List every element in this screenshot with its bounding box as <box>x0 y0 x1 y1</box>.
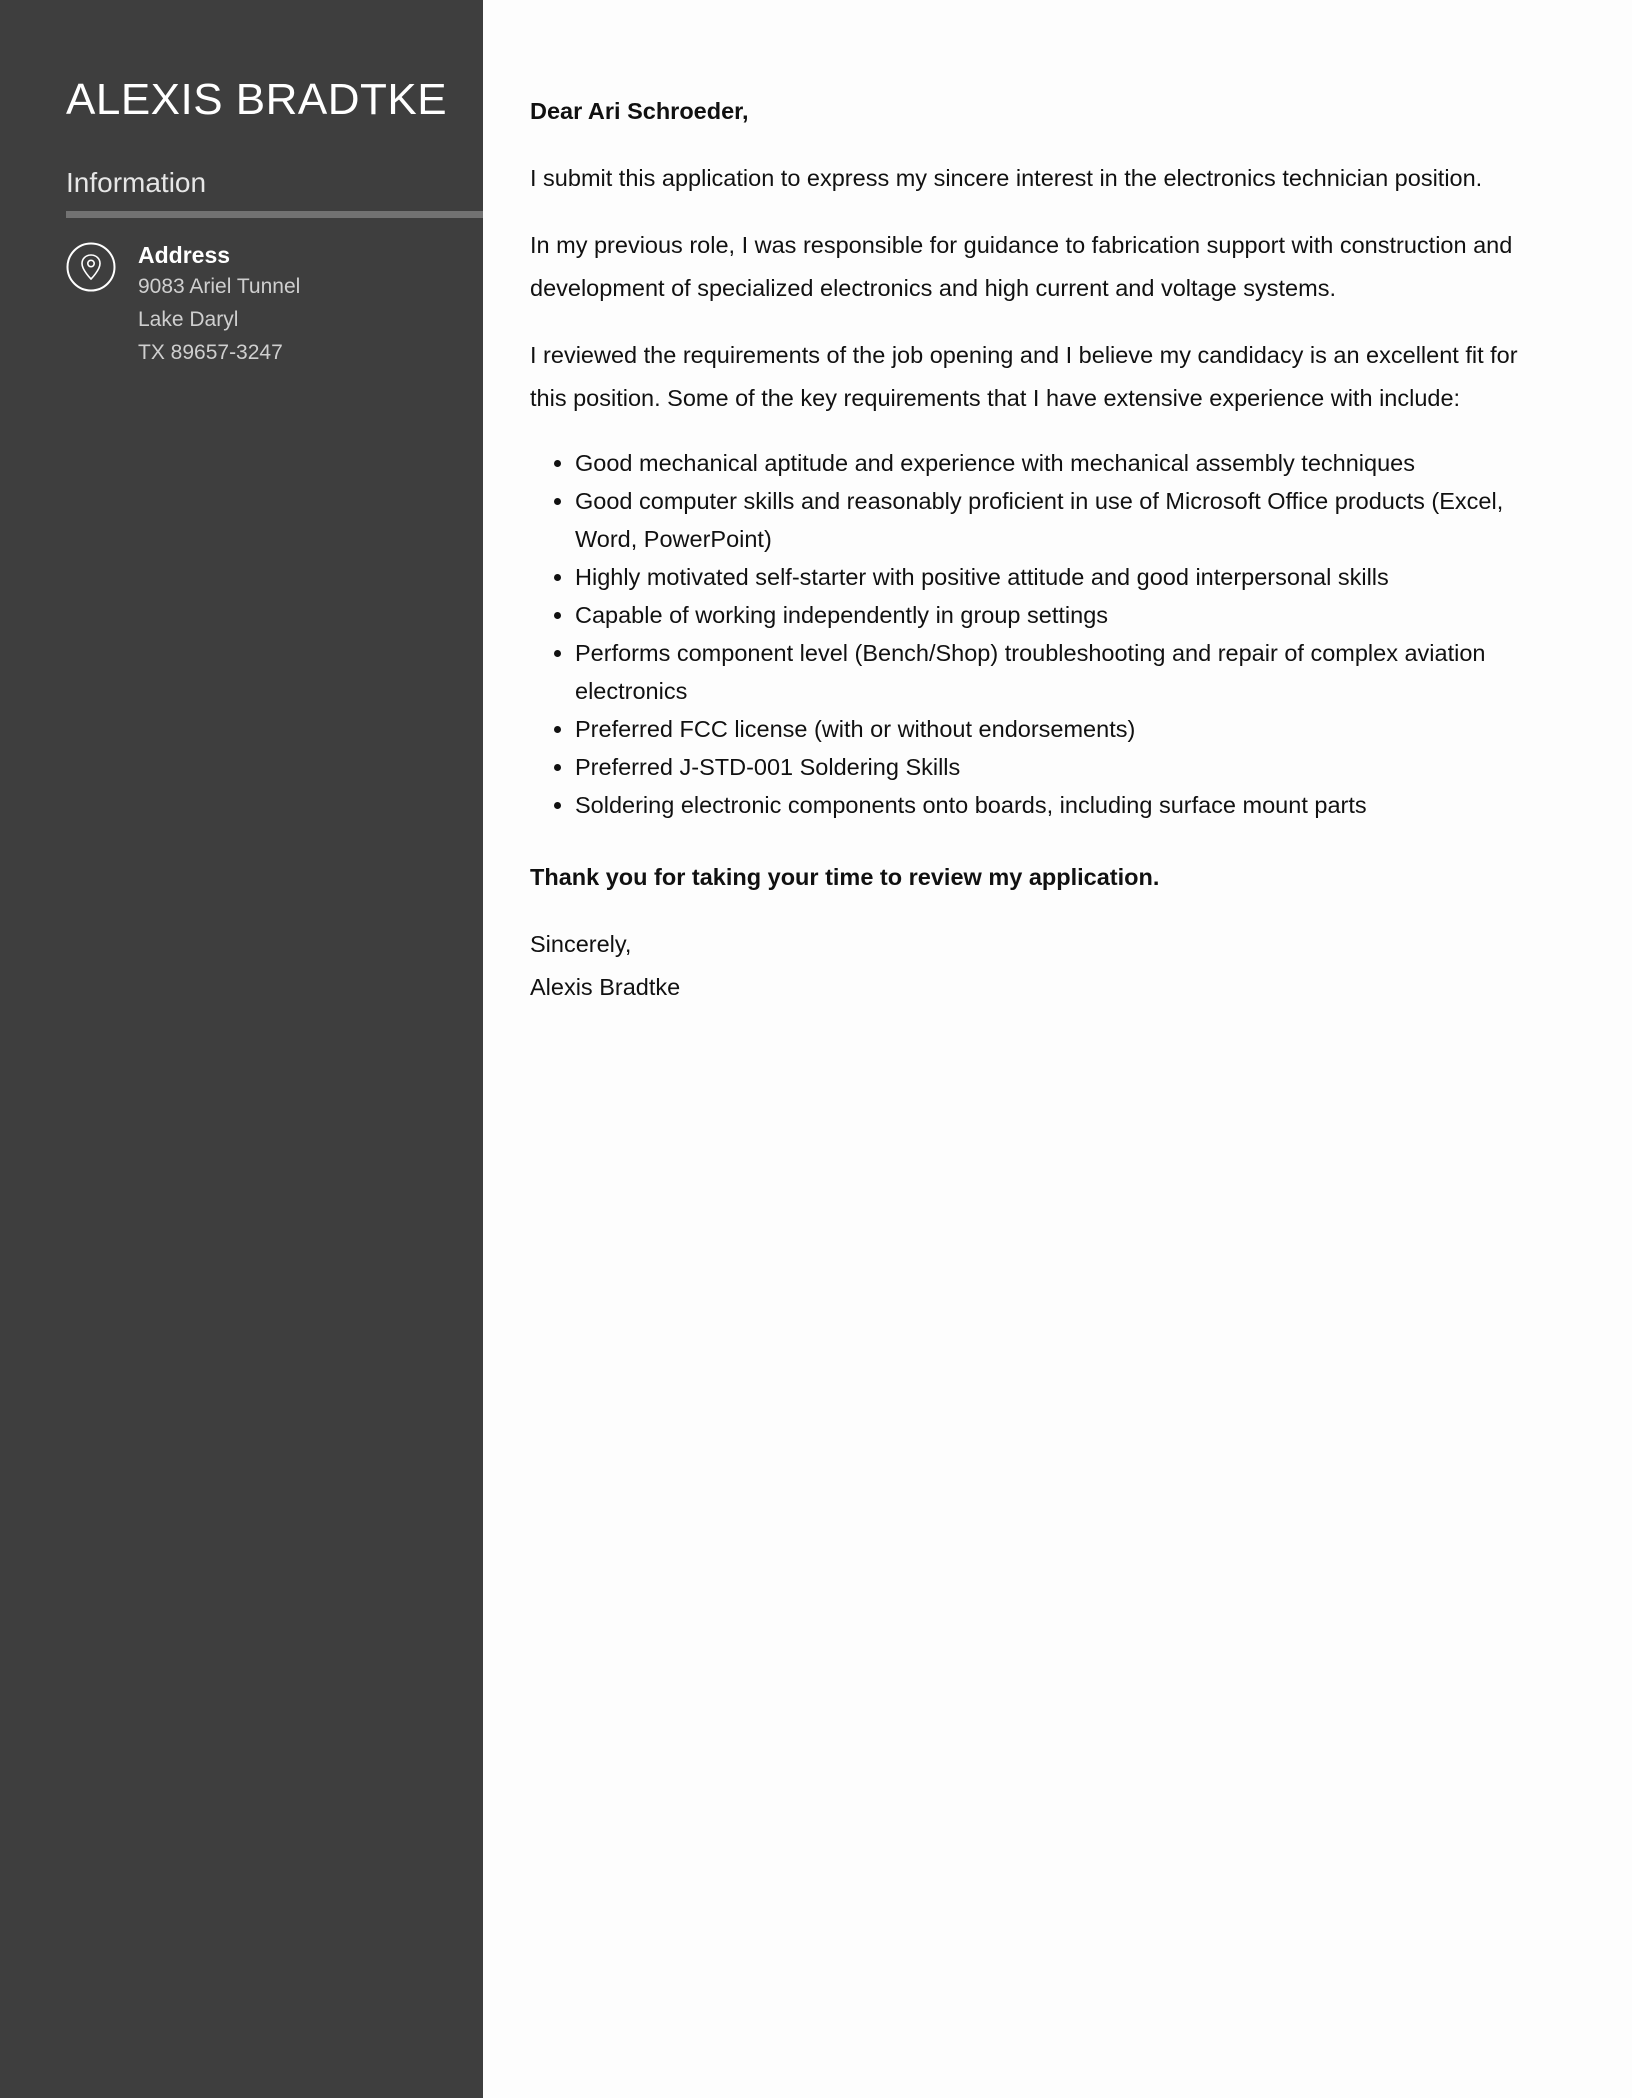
address-line-city: Lake Daryl <box>138 308 239 331</box>
address-line-street: 9083 Ariel Tunnel <box>138 275 301 298</box>
requirements-list <box>530 444 1550 824</box>
address-text <box>138 240 300 369</box>
list-item: • Performs component level (Bench/Shop) troubleshooting and repair of complex aviation electronics <box>575 634 1550 710</box>
location-pin-icon <box>66 242 116 292</box>
list-item: • Good computer skills and reasonably proficient in use of Microsoft Office products (Excel, Word, PowerPoint) <box>575 482 1550 558</box>
sidebar <box>0 0 483 2098</box>
list-item: • Preferred FCC license (with or without endorsements) <box>575 710 1550 748</box>
list-item: • Highly motivated self-starter with positive attitude and good interpersonal skills <box>575 558 1550 596</box>
letter-body <box>530 90 1550 1009</box>
list-item: • Soldering electronic components onto boards, including surface mount parts <box>575 786 1550 824</box>
salutation: Dear Ari Schroeder, <box>530 98 749 124</box>
closing: Sincerely, <box>530 931 632 957</box>
list-item: • Capable of working independently in group settings <box>575 596 1550 634</box>
thank-you-line: Thank you for taking your time to review my application. <box>530 864 1160 890</box>
address-line-state-zip: TX 89657-3247 <box>138 341 283 364</box>
paragraph-experience: In my previous role, I was responsible for guidance to fabrication support with construction and development of specialized electronics and high current and voltage systems. <box>530 232 1513 301</box>
list-item: • Preferred J-STD-001 Soldering Skills <box>575 748 1550 786</box>
address-label: Address <box>138 242 231 268</box>
paragraph-intro: I submit this application to express my sincere interest in the electronics technician position. <box>530 165 1483 191</box>
section-divider <box>66 211 483 218</box>
candidate-name: ALEXIS BRADTKE <box>66 75 448 124</box>
paragraph-requirements: I reviewed the requirements of the job opening and I believe my candidacy is an excellent fit for this position. Some of the key requirements that I have extensive experience with include: <box>530 342 1518 411</box>
information-heading: Information <box>66 167 207 198</box>
signature: Alexis Bradtke <box>530 974 681 1000</box>
list-item: • Good mechanical aptitude and experience with mechanical assembly techniques <box>575 444 1550 482</box>
